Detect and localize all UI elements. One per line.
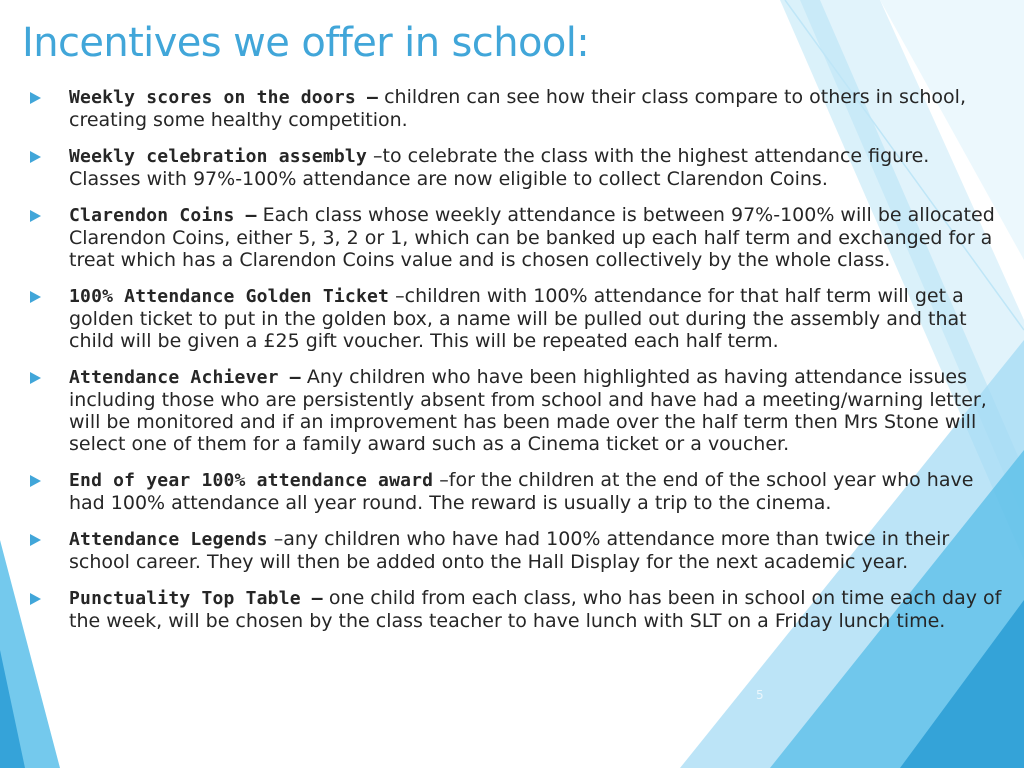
incentive-term: End of year 100% attendance award	[69, 470, 434, 491]
slide-title: Incentives we offer in school:	[22, 20, 590, 66]
triangle-bullet-icon	[30, 372, 41, 384]
triangle-bullet-icon	[30, 92, 41, 104]
incentive-term: Attendance Achiever –	[69, 367, 301, 388]
list-item	[30, 469, 1005, 514]
triangle-bullet-icon	[30, 475, 41, 487]
incentive-term: 100% Attendance Golden Ticket	[69, 286, 390, 307]
list-item	[30, 587, 1005, 632]
triangle-bullet-icon	[30, 593, 41, 605]
list-item	[30, 204, 1005, 271]
slide-number: 5	[756, 688, 764, 702]
list-item	[30, 528, 1005, 573]
incentive-term: Weekly celebration assembly	[69, 146, 367, 167]
incentive-description: –for the children at the end of the school year who have had 100% attendance all year round. The reward is usually a trip to the cinema.	[69, 469, 974, 514]
list-item	[30, 366, 1005, 455]
triangle-bullet-icon	[30, 291, 41, 303]
incentive-term: Punctuality Top Table –	[69, 588, 323, 609]
incentive-term: Weekly scores on the doors –	[69, 87, 379, 108]
incentive-description: children can see how their class compare to others in school, creating some healthy competition.	[69, 86, 966, 131]
triangle-bullet-icon	[30, 210, 41, 222]
incentive-description: Each class whose weekly attendance is between 97%-100% will be allocated Clarendon Coins, either 5, 3, 2 or 1, which can be banked up each half term and exchanged for a treat which has a Clarendon Coins value and is chosen collectively by the whole class.	[69, 204, 995, 271]
triangle-bullet-icon	[30, 534, 41, 546]
incentive-description: –any children who have had 100% attendance more than twice in their school career. They will then be added onto the Hall Display for the next academic year.	[69, 528, 950, 573]
list-item	[30, 285, 1005, 352]
incentive-description: Any children who have been highlighted as having attendance issues including those who are persistently absent from school and have had a meeting/warning letter, will be monitored and if an improvement has been made over the half term then Mrs Stone will select one of them for a family award such as a Cinema ticket or a voucher.	[69, 366, 987, 455]
incentive-description: –to celebrate the class with the highest attendance figure. Classes with 97%-100% attendance are now eligible to collect Clarendon Coins.	[69, 145, 930, 190]
list-item	[30, 86, 1005, 131]
incentive-term: Clarendon Coins –	[69, 205, 257, 226]
incentive-term: Attendance Legends	[69, 529, 268, 550]
triangle-bullet-icon	[30, 151, 41, 163]
incentives-list	[30, 86, 1005, 646]
list-item	[30, 145, 1005, 190]
incentive-description: one child from each class, who has been in school on time each day of the week, will be chosen by the class teacher to have lunch with SLT on a Friday lunch time.	[69, 587, 1002, 632]
incentive-description: –children with 100% attendance for that half term will get a golden ticket to put in the golden box, a name will be pulled out during the assembly and that child will be given a £25 gift voucher. This will be repeated each half term.	[69, 285, 967, 352]
